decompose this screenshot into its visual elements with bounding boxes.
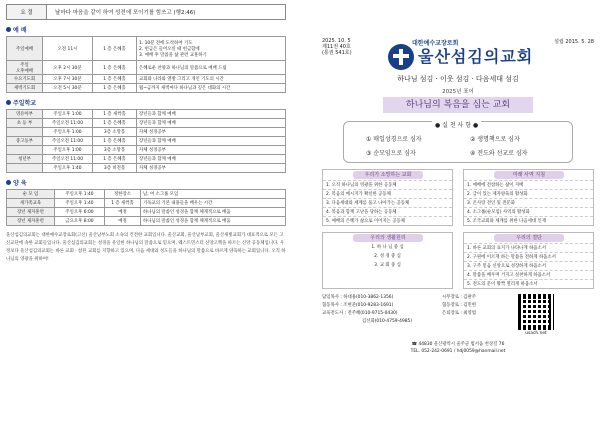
year-motto-label: 2025년 표어	[442, 89, 474, 95]
school-heading	[6, 98, 286, 107]
list-item: 1. 예배에 전참하는 삶이 지배	[464, 180, 593, 189]
table-cell: 장년 제자훈련	[7, 217, 55, 226]
table-cell: 1 층 은혜홀	[93, 155, 137, 164]
table-cell: 주일오후 1:00	[43, 128, 93, 137]
list-item: 3. 온사랑 전인 및 전문화	[464, 198, 593, 207]
list-item: 2. 구원에 이르게 하는 말씀을 전하게 하옵소서	[464, 252, 593, 261]
table-cell: 정한장소	[105, 190, 141, 199]
issue-date	[322, 38, 352, 56]
table-row	[7, 75, 286, 84]
table-cell: 1 층 은혜홀	[93, 61, 137, 75]
contact-line: 교육전도사 : 전주혜(010-9715-0430)	[322, 311, 398, 316]
table-cell: 주일오후 6:00	[55, 208, 105, 217]
pledge-box	[463, 232, 594, 289]
list-item: 2. 성 경 중 심	[374, 254, 401, 259]
list-item: 3. 다음세대와 세계를 품고 나아가는 공동체	[323, 198, 452, 207]
practice-box	[343, 121, 573, 163]
list-item: 3. 교 회 중 심	[374, 263, 401, 268]
church-notice: 울산섬김의교회는 대한예수교장로회(고신) 울산남부노회 소속의 건전한 교회입니다. 울산교회, 울산남부교회, 울산새빛교회가 대표적으로 모든 고신교단에 속한 교회들입니다. 울산섬김의교회는 성경을 유일한 하나님의 말씀으로 믿으며, 웨스트민스터 신앙고백을 따르는 신앙 공동체입니다. 우정보다 울산섬김의교회는 바른 교회 · 참된 교회를 지향하고 있으며, 다음 세대와 성도들을 하나님의 말씀으로 바르게 양육하는 교회입니다. 오직 하나님의 영광을 위하여!	[6, 233, 286, 262]
table-cell: 1 층 은혜홀	[93, 84, 137, 93]
list-item: 4. 소그룹(순모임) 사역의 활성화	[464, 207, 593, 216]
website-label[interactable]: usach.net	[525, 331, 547, 336]
life-box	[322, 232, 453, 289]
box-title: 우리가 소망하는 교회	[353, 171, 423, 179]
table-cell: 새가족교육	[7, 199, 55, 208]
contact-line: 담임목사 : 하대용(010-3862-1356)	[322, 295, 394, 300]
worship-table	[6, 36, 286, 93]
table-cell: 주일오후 1:40	[55, 199, 105, 208]
table-cell: 교회와 나라와 열방 그리고 개인 기도의 시간	[137, 75, 286, 84]
table-cell: 3층 비전홀	[93, 164, 137, 173]
church-name: 울산섬김의교회	[418, 47, 534, 66]
contact-line: 협동목사 : 조현준(010-9283-1691)	[322, 303, 394, 308]
table-cell: 자체 성경공부	[137, 128, 286, 137]
table-cell: 장년들과 함께 예배	[137, 110, 286, 119]
box-title: 우리의 결단	[494, 234, 564, 242]
table-cell: 영유아부	[7, 110, 43, 119]
table-cell: 1 층 은혜홀	[93, 75, 137, 84]
elder-list	[442, 294, 512, 338]
list-item: 4. 말씀을 배우며 거지고 실천하게 하옵소서	[464, 270, 593, 279]
table-row	[7, 146, 286, 155]
table-cell: 장년들과 함께 예배	[137, 137, 286, 146]
issue-number: 제11권 40호	[322, 44, 351, 50]
table-row	[7, 155, 286, 164]
table-cell: 하나님의 말씀인 성경을 함께 체계적으로 배움	[141, 217, 286, 226]
list-item: 2. 급이 있는 제자양육의 활성화	[464, 189, 593, 198]
list-item: 1. 하 나 님 중 심	[371, 245, 404, 250]
issue-total: (통권 541호)	[322, 50, 352, 56]
table-cell: 남, 여 소그룹 모임	[141, 190, 286, 199]
date-text: 2025. 10. 5	[322, 38, 351, 44]
box-title: 미래 사역 지침	[494, 171, 564, 179]
table-row	[7, 84, 286, 93]
list-item: 3. 구주 믿음 신앙으로 성장하게 하옵소서	[464, 261, 593, 270]
list-item: 4. 복음과 함께 고난을 당하는 공동체	[323, 207, 452, 216]
contact-line: 김선화(010-4759-4985)	[362, 319, 413, 324]
table-cell: 청년부	[7, 155, 43, 164]
table-row	[7, 37, 286, 61]
bullet-icon	[6, 100, 11, 105]
table-cell: 예정	[105, 208, 141, 217]
table-cell: 중고등부	[7, 137, 43, 146]
table-cell: 수요기도회	[7, 75, 43, 84]
year-motto: 하나님의 복음을 심는 교회	[383, 97, 533, 113]
table-row	[7, 61, 286, 75]
training-title: 양 육	[13, 180, 27, 187]
dream-box	[322, 169, 453, 226]
table-cell: 오후 2시 30분	[43, 61, 93, 75]
verse-box	[6, 4, 286, 20]
table-cell: 주일오후 1:40	[43, 164, 93, 173]
table-cell: 3층 소망홀	[93, 146, 137, 155]
table-cell: 1 층 은혜홀	[93, 119, 137, 128]
verse-text: 날마다 마음을 같이 하여 성전에 모이기를 힘쓰고 (행2:46)	[55, 10, 196, 16]
training-heading	[6, 178, 286, 187]
address-block	[322, 341, 594, 355]
table-cell: 오전 5시 30분	[43, 84, 93, 93]
list-item: 5. 전도의 문이 활짝 열리게 하옵소서	[464, 279, 593, 288]
left-panel	[6, 4, 286, 420]
list-item: 1. 오직 하나님의 영광을 위한 공동체	[323, 180, 452, 189]
table-cell: 월~금까지 새벽마다 하나님과 깊은 대화의 시간	[137, 84, 286, 93]
table-row	[7, 217, 286, 226]
worship-heading	[6, 25, 286, 34]
life-row	[322, 232, 594, 289]
contact-line: 협동장로 : 김민현	[442, 303, 476, 308]
staff-contacts	[322, 294, 594, 338]
table-cell: 1 층 새싹홀	[105, 199, 141, 208]
worship-title: 예 배	[13, 27, 27, 34]
vision-box	[463, 169, 594, 226]
table-cell: 오전 11시	[43, 37, 93, 61]
table-row	[7, 110, 286, 119]
tel-text: TEL. 052-242-0691 / hdj0059@hanmail.net	[410, 349, 506, 354]
table-cell: 주일 오후예배	[7, 61, 43, 75]
table-cell: 장년 제자훈련	[7, 208, 55, 217]
verse-label: 요 절	[7, 5, 47, 19]
bullet-icon	[6, 180, 11, 185]
table-cell: 주일오전 11:00	[43, 137, 93, 146]
table-cell: 자체 성경공부	[137, 164, 286, 173]
table-cell: 주일오후 1:00	[43, 110, 93, 119]
practice-item: ④ 전도와 선교로 심자	[470, 150, 528, 157]
table-row	[7, 208, 286, 217]
practice-item: ③ 순모임으로 심자	[366, 150, 416, 157]
table-cell	[7, 164, 43, 173]
table-cell: 장년들과 함께 예배	[137, 119, 286, 128]
table-cell: 1 층 새싹홀	[93, 110, 137, 119]
table-cell: 1. 10분 전에 도착하여 기도 2. 헌금은 들어오실 때 헌금함에 3. 예배 후 말씀을 삶 관련 교훈하기	[137, 37, 286, 61]
table-row	[7, 164, 286, 173]
list-item: 2. 복음의 메시지가 확실한 공동체	[323, 189, 452, 198]
church-slogan: 하나님 섬김 · 이웃 섬김 · 다음세대 섬김	[397, 75, 519, 83]
list-item: 5. 예배의 은혜가 삶으로 이어지는 공동체	[323, 216, 452, 225]
table-cell: 1 층 은혜홀	[93, 37, 137, 61]
practice-item: ① 매일성경으로 심자	[366, 136, 422, 143]
table-cell: 주일오후 1:40	[55, 190, 105, 199]
table-cell: 금요오후 8:00	[55, 217, 105, 226]
practice-title: ● 실 천 사 항 ●	[432, 120, 481, 129]
bullet-icon	[6, 27, 11, 32]
training-table	[6, 189, 286, 226]
table-cell: 주일오후 1:00	[43, 146, 93, 155]
address-text: ☎ 44830 울산광역시 울주군 범서읍 천상길 76	[411, 342, 505, 347]
table-row	[7, 119, 286, 128]
table-cell: 오후 7시 30분	[43, 75, 93, 84]
box-title: 우리의 생활원리	[353, 234, 423, 242]
founded-date: 설립 2015. 5. 28	[554, 39, 594, 45]
contact-line: 시무장로 : 김판주	[442, 295, 476, 300]
table-cell: 새벽기도회	[7, 84, 43, 93]
table-row	[7, 128, 286, 137]
table-row	[7, 137, 286, 146]
vision-row	[322, 169, 594, 226]
table-cell: 초 등 부	[7, 119, 43, 128]
table-cell: 주일예배	[7, 37, 43, 61]
list-item: 5. 조국교회와 세계를 위한 다음세대 인재	[464, 216, 593, 225]
qr-block	[512, 294, 554, 338]
table-cell: 1 층 은혜홀	[93, 137, 137, 146]
practice-item: ② 생명책으로 심자	[470, 136, 520, 143]
table-cell: 장년들과 함께 예배	[137, 155, 286, 164]
table-cell: 하나님의 말씀인 성경을 함께 체계적으로 배움	[141, 208, 286, 217]
contact-line: 은퇴장로 : 최영범	[442, 311, 476, 316]
denomination: 대한예수교장로회	[412, 40, 459, 47]
school-title: 주일학교	[13, 100, 37, 107]
right-panel	[322, 4, 594, 420]
school-table	[6, 109, 286, 173]
table-cell: 주일오전 11:00	[43, 155, 93, 164]
qr-code-icon[interactable]	[518, 294, 554, 330]
table-cell: 기독교의 기본 내용들을 배우는 시간	[141, 199, 286, 208]
table-cell: 은혜로운 찬양과 하나님의 말씀으로 예배 드림	[137, 61, 286, 75]
table-row	[7, 190, 286, 199]
table-cell: 3층 소망홀	[93, 128, 137, 137]
church-logo-icon	[388, 44, 414, 70]
table-cell: 예정	[105, 217, 141, 226]
table-cell: 순 모 임	[7, 190, 55, 199]
table-cell	[7, 146, 43, 155]
list-item: 1. 바른 교회의 표지가 나타나게 하옵소서	[464, 243, 593, 252]
table-cell: 주일오전 11:00	[43, 119, 93, 128]
church-header	[322, 4, 594, 72]
table-row	[7, 199, 286, 208]
pastor-list	[322, 294, 442, 338]
table-cell	[7, 128, 43, 137]
table-cell: 자체 성경공부	[137, 146, 286, 155]
